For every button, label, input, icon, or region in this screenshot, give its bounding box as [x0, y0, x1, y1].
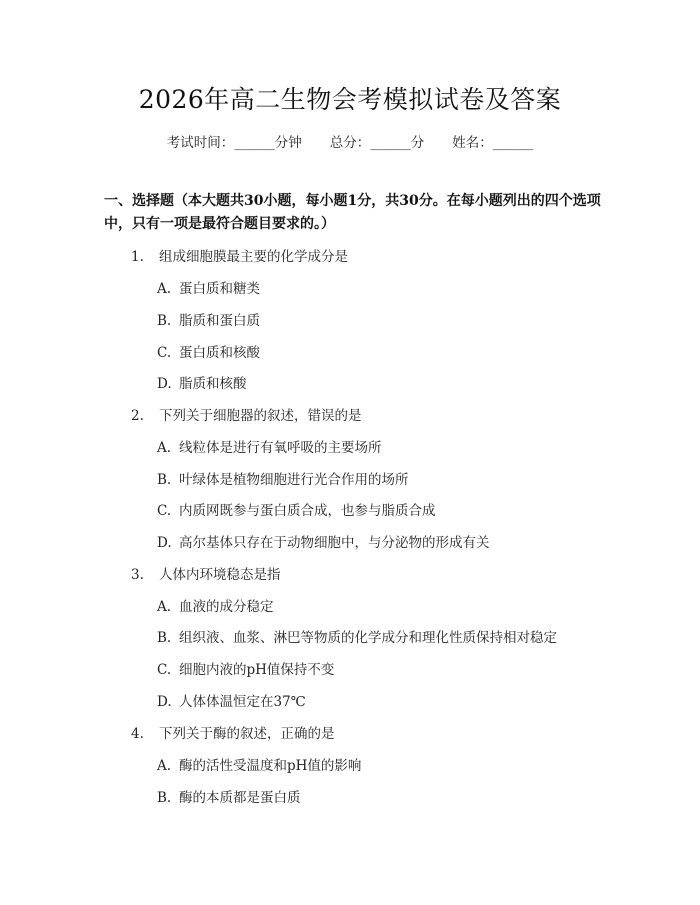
option-text: 酶的本质都是蛋白质 — [179, 790, 301, 806]
option-1a — [157, 277, 260, 297]
question-text: 组成细胞膜最主要的化学成分是 — [159, 249, 348, 265]
question-1 — [131, 245, 348, 265]
option-3d — [157, 690, 306, 710]
option-2b — [157, 468, 409, 488]
option-letter: A. — [157, 440, 172, 456]
option-letter: A. — [157, 281, 172, 297]
question-4 — [131, 722, 335, 742]
question-text: 下列关于细胞器的叙述，错误的是 — [159, 408, 362, 424]
option-letter: C. — [157, 503, 172, 519]
question-number: 2. — [131, 408, 144, 424]
option-letter: D. — [157, 535, 172, 551]
option-3c — [157, 658, 334, 678]
option-1b — [157, 309, 260, 329]
name-label: 姓名： — [452, 135, 493, 151]
option-2c — [157, 499, 436, 519]
option-text: 高尔基体只存在于动物细胞中，与分泌物的形成有关 — [179, 535, 490, 551]
option-text: 叶绿体是植物细胞进行光合作用的场所 — [179, 472, 409, 488]
section-heading: 一、选择题（本大题共30小题，每小题1分，共30分。在每小题列出的四个选项中，只有一项是最符合题目要求的。） — [104, 193, 601, 232]
question-text: 下列关于酶的叙述，正确的是 — [159, 726, 335, 742]
question-number: 3. — [131, 567, 144, 583]
option-letter: D. — [157, 694, 172, 710]
option-1c — [157, 341, 260, 361]
option-4a — [157, 754, 361, 774]
time-unit: 分钟 — [274, 135, 302, 151]
option-4b — [157, 786, 301, 806]
option-letter: B. — [157, 630, 172, 646]
option-letter: A. — [157, 758, 172, 774]
option-text: 脂质和蛋白质 — [179, 313, 260, 329]
option-1d — [157, 372, 247, 392]
option-text: 线粒体是进行有氧呼吸的主要场所 — [179, 440, 382, 456]
option-letter: A. — [157, 599, 172, 615]
option-text: 蛋白质和糖类 — [179, 281, 260, 297]
option-letter: B. — [157, 790, 172, 806]
question-3 — [131, 563, 281, 583]
option-text: 蛋白质和核酸 — [179, 345, 260, 361]
page-title: 2026年高二生物会考模拟试卷及答案 — [138, 85, 562, 114]
score-blank: ______ — [370, 135, 411, 151]
score-unit: 分 — [410, 135, 425, 151]
question-number: 1. — [131, 249, 144, 265]
option-letter: D. — [157, 376, 172, 392]
option-text: 细胞内液的pH值保持不变 — [179, 662, 335, 678]
option-text: 血液的成分稳定 — [179, 599, 274, 615]
option-text: 脂质和核酸 — [179, 376, 247, 392]
option-letter: C. — [157, 345, 172, 361]
option-3a — [157, 595, 274, 615]
time-blank: ______ — [234, 135, 275, 151]
question-text: 人体内环境稳态是指 — [159, 567, 281, 583]
score-label: 总分： — [329, 135, 371, 151]
option-3b — [157, 626, 557, 646]
option-text: 人体体温恒定在37℃ — [179, 694, 306, 710]
option-text: 组织液、血浆、淋巴等物质的化学成分和理化性质保持相对稳定 — [179, 630, 557, 646]
option-2d — [157, 531, 490, 551]
option-text: 酶的活性受温度和pH值的影响 — [179, 758, 362, 774]
option-text: 内质网既参与蛋白质合成，也参与脂质合成 — [179, 503, 436, 519]
option-letter: B. — [157, 472, 172, 488]
name-blank: ______ — [492, 135, 534, 151]
exam-info-line — [0, 131, 700, 151]
time-label: 考试时间： — [166, 135, 235, 151]
option-2a — [157, 436, 382, 456]
question-2 — [131, 404, 362, 424]
option-letter: C. — [157, 662, 172, 678]
question-number: 4. — [131, 726, 144, 742]
option-letter: B. — [157, 313, 172, 329]
